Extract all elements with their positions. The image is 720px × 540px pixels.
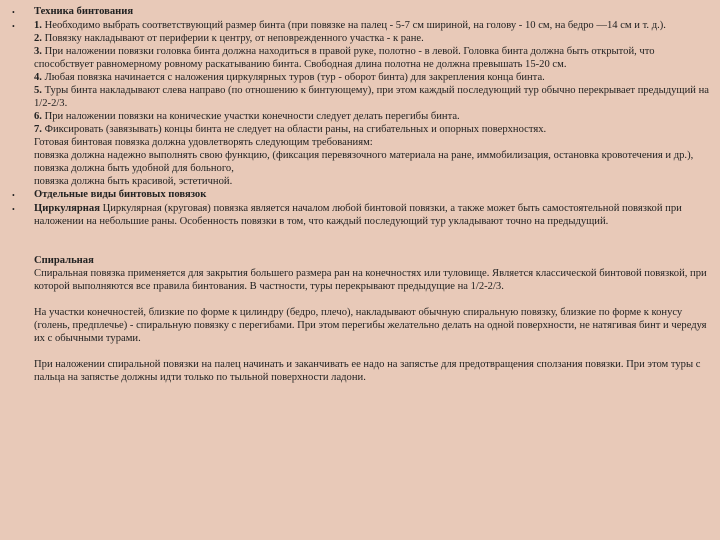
list-item-technique [12, 5, 710, 19]
step-3: 3. При наложении повязки головка бинта должна находиться в правой руке, полотно - в левой. Головка бинта должна быть открытой, что способствует равномерному ровному раскатыванию бинта. Свободная длина полотна не должна превышать 15-20 см. [34, 46, 655, 70]
heading: Техника бинтования [34, 6, 134, 17]
bullet: • [12, 22, 15, 31]
requirement-3: повязка должна быть красивой, эстетичной. [34, 176, 233, 187]
step-5: 5. Туры бинта накладывают слева направо (по отношению к бинтующему), при этом каждый последующий тур обычно перекрывает предыдущий на 1/2-2/3. [34, 85, 709, 109]
spiral-paragraph-3: При наложении спиральной повязки на палец начинать и заканчивать ее надо на запястье для предотвращения сползания повязки. При этом туры с пальца на запястье должны идти только по тыльной поверхности ладони. [34, 359, 701, 383]
list-item-section [12, 188, 710, 202]
step-7: 7. Фиксировать (завязывать) концы бинта не следует на области раны, на сгибательных и опорных поверхностях. [34, 124, 547, 135]
requirement-1: повязка должна надежно выполнять свою функцию, (фиксация перевязочного материала на ране, иммобилизация, остановка кровотечения и др.), [34, 150, 694, 161]
step-1: 1. Необходимо выбрать соответствующий размер бинта (при повязке на палец - 5-7 см шириной, на голову - 10 см, на бедро —14 см и т. д.). [34, 20, 666, 31]
requirements-intro: Готовая бинтовая повязка должна удовлетворять следующим требованиям: [34, 137, 373, 148]
bullet: • [12, 205, 15, 214]
step-2: 2. Повязку накладывают от периферии к центру, от неповрежденного участка - к ране. [34, 33, 424, 44]
circular-title: Циркулярная [34, 203, 100, 214]
step-4: 4. Любая повязка начинается с наложения циркулярных туров (тур - оборот бинта) для закрепления конца бинта. [34, 72, 545, 83]
spiral-paragraph-1: Спиральная повязка применяется для закрытия большего размера ран на конечностях или туловище. Является классической бинтовой повязкой, при которой выполняются все правила бинтования. В частности, туры перекрывают предыдущие на 1/2-2/3. [34, 268, 707, 292]
circular-paragraph: Циркулярная Циркулярная (круговая) повязка является началом любой бинтовой повязки, а также может быть самостоятельной повязкой при наложении на небольшие раны. Особенность повязки в том, что каждый последующий тур укладывают точно на предыдущий. [34, 203, 682, 227]
bullet: • [12, 8, 15, 17]
list-item-circular [12, 202, 710, 384]
bullet: • [12, 191, 15, 200]
list-item-steps [12, 19, 710, 188]
spiral-paragraph-2: На участки конечностей, близкие по форме к цилиндру (бедро, плечо), накладывают обычную спиральную повязку, близкие по форме к конусу (голень, предплечье) - спиральную повязку с перегибами. При этом перегибы желательно делать на одной поверхности, не натягивая бинт и чередуя их с обычными турами. [34, 307, 707, 344]
section-title: Отдельные виды бинтовых повязок [34, 189, 207, 200]
step-6: 6. При наложении повязки на конические участки конечности следует делать перегибы бинта. [34, 111, 460, 122]
spiral-title: Спиральная [34, 255, 94, 266]
requirement-2: повязка должна быть удобной для больного, [34, 163, 234, 174]
